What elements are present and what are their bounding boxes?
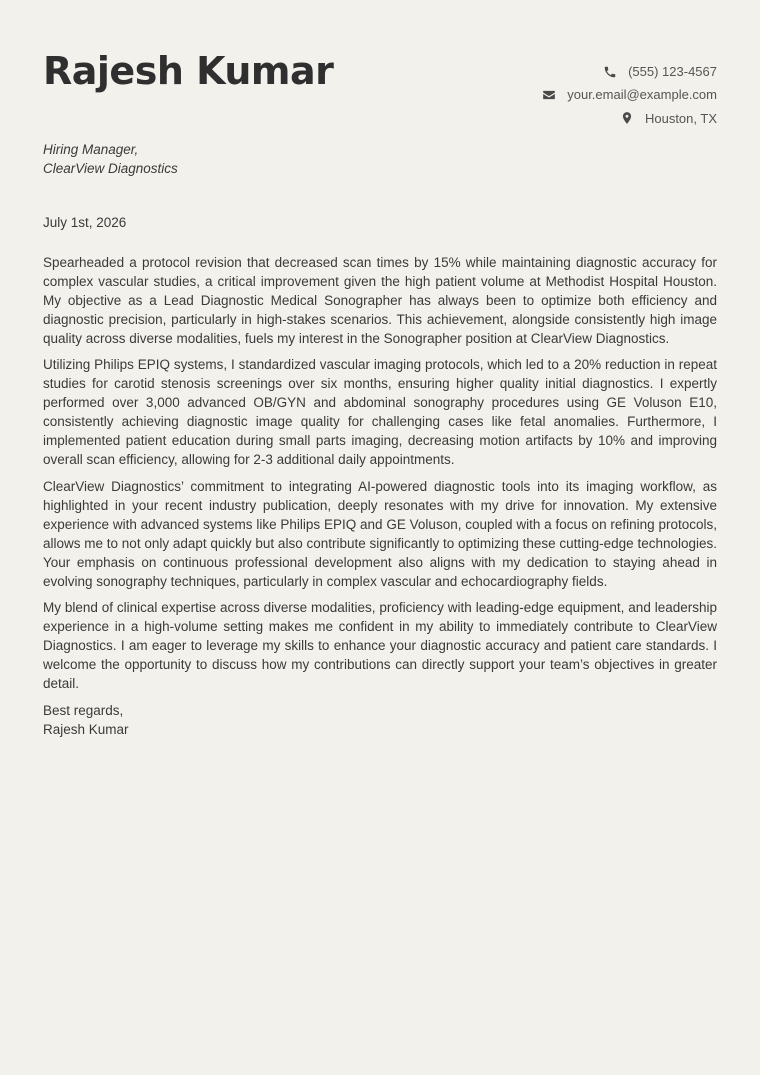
closing-salutation: Best regards, [43, 702, 124, 718]
recipient-block [43, 140, 178, 178]
letter-body [43, 253, 717, 739]
location-text: Houston, TX [644, 110, 717, 126]
letter-header [43, 48, 717, 138]
envelope-icon [541, 87, 557, 103]
map-pin-icon [619, 110, 635, 126]
body-paragraph: ClearView Diagnostics’ commitment to integrating AI-powered diagnostic tools into its imaging workflow, as highlighted in your recent industry publication, deeply resonates with my drive for innovation. My extensive experience with advanced systems like Philips EPIQ and GE Voluson, coupled with a focus on refining protocols, allows me to not only adapt quickly but also contribute significantly to optimizing these cutting-edge technologies. Your emphasis on continuous professional development also aligns with my dedication to staying ahead in evolving sonography techniques, particularly in complex vascular and echocardiography fields. [43, 478, 717, 589]
contact-phone [417, 60, 717, 83]
contact-block [417, 60, 717, 130]
contact-email [417, 83, 717, 106]
applicant-name: Rajesh Kumar [43, 49, 334, 93]
body-paragraph: My blend of clinical expertise across diverse modalities, proficiency with leading-edge equipment, and leadership experience in a high-volume setting makes me confident in my ability to immediately contribute to ClearView Diagnostics. I am eager to leverage my skills to enhance your diagnostic accuracy and patient care standards. I welcome the opportunity to discuss how my contributions can directly support your team’s objectives in greater detail. [43, 600, 717, 692]
email-text[interactable]: your.email@example.com [567, 87, 717, 103]
recipient-company: ClearView Diagnostics [43, 161, 178, 176]
recipient-title: Hiring Manager, [43, 142, 139, 157]
phone-text[interactable]: (555) 123-4567 [628, 64, 717, 80]
phone-icon [602, 64, 618, 80]
closing-block [43, 701, 717, 739]
letter-date: July 1st, 2026 [43, 215, 127, 230]
contact-location [417, 107, 717, 130]
body-paragraph: Utilizing Philips EPIQ systems, I standardized vascular imaging protocols, which led to a 20% reduction in repeat studies for carotid stenosis screenings over six months, ensuring higher quality initial diagnostics. I expertly performed over 3,000 advanced OB/GYN and abdominal sonography procedures using GE Voluson E10, consistently achieving diagnostic image quality for challenging cases like fetal anomalies. Furthermore, I implemented patient education during small parts imaging, decreasing motion artifacts by 10% and improving overall scan efficiency, allowing for 2-3 additional daily appointments. [43, 357, 717, 468]
body-paragraph: Spearheaded a protocol revision that decreased scan times by 15% while maintaining diagnostic accuracy for complex vascular studies, a critical improvement given the high patient volume at Methodist Hospital Houston. My objective as a Lead Diagnostic Medical Sonographer has always been to optimize both efficiency and diagnostic precision, particularly in high-stakes scenarios. This achievement, alongside consistently high image quality across diverse modalities, fuels my interest in the Sonographer position at ClearView Diagnostics. [43, 255, 717, 346]
closing-signature: Rajesh Kumar [43, 721, 129, 737]
